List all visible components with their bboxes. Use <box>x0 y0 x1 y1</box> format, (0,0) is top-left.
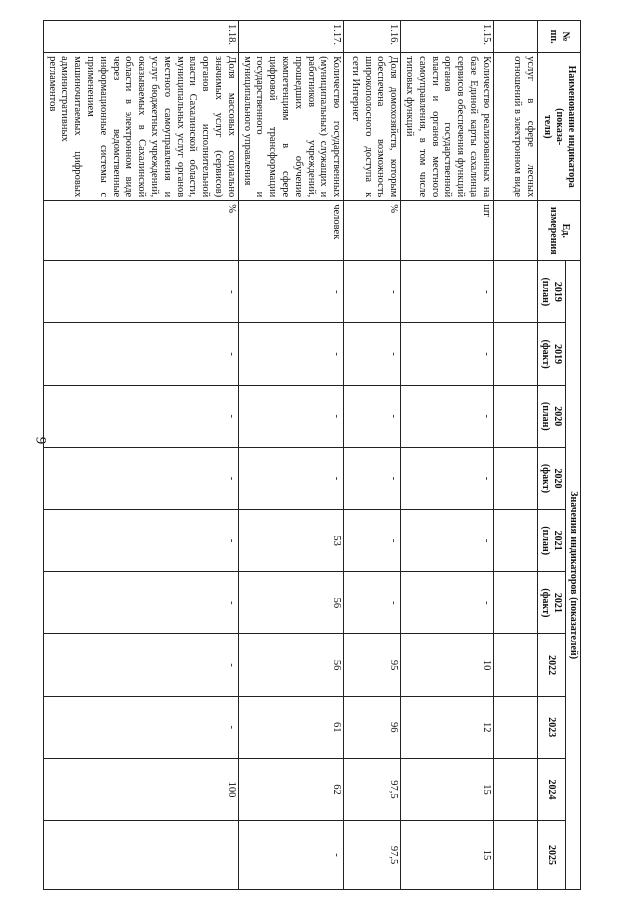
row-value: - <box>43 323 238 385</box>
header-year: 2023 <box>537 696 565 758</box>
row-value <box>493 821 537 890</box>
row-value: - <box>344 261 401 323</box>
header-year: 2020 (факт) <box>537 447 565 509</box>
row-value: 61 <box>238 696 343 758</box>
rotated-table-container <box>46 20 581 890</box>
row-unit: % <box>344 201 401 261</box>
row-unit: шт <box>401 201 494 261</box>
row-value: 53 <box>238 510 343 572</box>
row-value <box>493 323 537 385</box>
row-name: Доля массовых социально значимых услуг (сервисов) органов исполнительной власти Сахалинской области, муниципальных услуг органов местного самоуправления и услуг бюджетных учреждений, оказываемых в Сахалинской области в электронном виде через ведомственные информационные системы с применением машиночитаемых цифровых административных регламентов <box>43 53 238 201</box>
indicators-table <box>43 20 581 890</box>
row-value <box>493 385 537 447</box>
row-value: 12 <box>401 696 494 758</box>
row-name: услуг в сфере лесных отношений в электронном виде <box>493 53 537 201</box>
row-value: - <box>238 261 343 323</box>
row-value: - <box>344 385 401 447</box>
row-unit: человек <box>238 201 343 261</box>
table-row <box>43 21 238 890</box>
row-value: - <box>43 447 238 509</box>
table-row <box>238 21 343 890</box>
row-num <box>493 21 537 53</box>
row-value: - <box>401 261 494 323</box>
row-value: 100 <box>43 758 238 820</box>
row-value: 15 <box>401 758 494 820</box>
row-num: 1.18. <box>43 21 238 53</box>
header-num: № пп. <box>537 21 580 53</box>
header-group: Значения индикаторов (показателей) <box>565 261 580 890</box>
table-row <box>344 21 401 890</box>
row-value: - <box>401 510 494 572</box>
row-value: - <box>401 572 494 634</box>
row-value: - <box>43 696 238 758</box>
row-value <box>493 634 537 696</box>
row-value <box>43 821 238 890</box>
header-year: 2022 <box>537 634 565 696</box>
row-unit <box>493 201 537 261</box>
header-year: 2020 (план) <box>537 385 565 447</box>
table-row <box>401 21 494 890</box>
row-value: - <box>344 572 401 634</box>
row-unit: % <box>43 201 238 261</box>
row-value: 15 <box>401 821 494 890</box>
row-value: 96 <box>344 696 401 758</box>
row-value: - <box>43 572 238 634</box>
row-value: 97,5 <box>344 821 401 890</box>
row-num: 1.15. <box>401 21 494 53</box>
row-value <box>493 758 537 820</box>
row-value: - <box>43 510 238 572</box>
row-value <box>493 261 537 323</box>
row-value: - <box>238 821 343 890</box>
row-name: Количество реализованных на базе Единой карты сахалинца сервисов обеспечения функций органов государственной власти и органов местного самоуправления, в том числе типовых функций <box>401 53 494 201</box>
row-value: 62 <box>238 758 343 820</box>
row-value: - <box>401 447 494 509</box>
row-value: - <box>401 323 494 385</box>
row-num: 1.17. <box>238 21 343 53</box>
row-value: - <box>344 323 401 385</box>
header-year: 2019 (план) <box>537 261 565 323</box>
header-year: 2019 (факт) <box>537 323 565 385</box>
header-unit: Ед. измерения <box>537 201 580 261</box>
header-year: 2024 <box>537 758 565 820</box>
row-value: - <box>238 447 343 509</box>
table-row <box>493 21 537 890</box>
row-value: - <box>401 385 494 447</box>
row-value: 97,5 <box>344 758 401 820</box>
row-value: - <box>238 385 343 447</box>
row-value: 95 <box>344 634 401 696</box>
row-value: 10 <box>401 634 494 696</box>
row-value: - <box>344 510 401 572</box>
row-value: - <box>238 323 343 385</box>
header-name: Наименование индикатора (показа- теля) <box>537 53 580 201</box>
row-value: - <box>344 447 401 509</box>
row-value <box>493 447 537 509</box>
header-year: 2025 <box>537 821 565 890</box>
row-value: 56 <box>238 634 343 696</box>
row-name: Количество государственных (муниципальных) служащих и работников учреждений, прошедших обучение компетенциям в сфере цифровой трансформации государственного и муниципального управления <box>238 53 343 201</box>
header-year: 2021 (план) <box>537 510 565 572</box>
row-value: - <box>43 634 238 696</box>
row-value <box>493 510 537 572</box>
row-value <box>493 572 537 634</box>
page-number: 9 <box>32 436 49 445</box>
row-num: 1.16. <box>344 21 401 53</box>
row-value: - <box>43 261 238 323</box>
row-value <box>493 696 537 758</box>
row-value: 56 <box>238 572 343 634</box>
row-name: Доля домохозяйств, которым обеспечена возможность широкополосного доступа к сети Интернет <box>344 53 401 201</box>
header-year: 2021 (факт) <box>537 572 565 634</box>
row-value: - <box>43 385 238 447</box>
